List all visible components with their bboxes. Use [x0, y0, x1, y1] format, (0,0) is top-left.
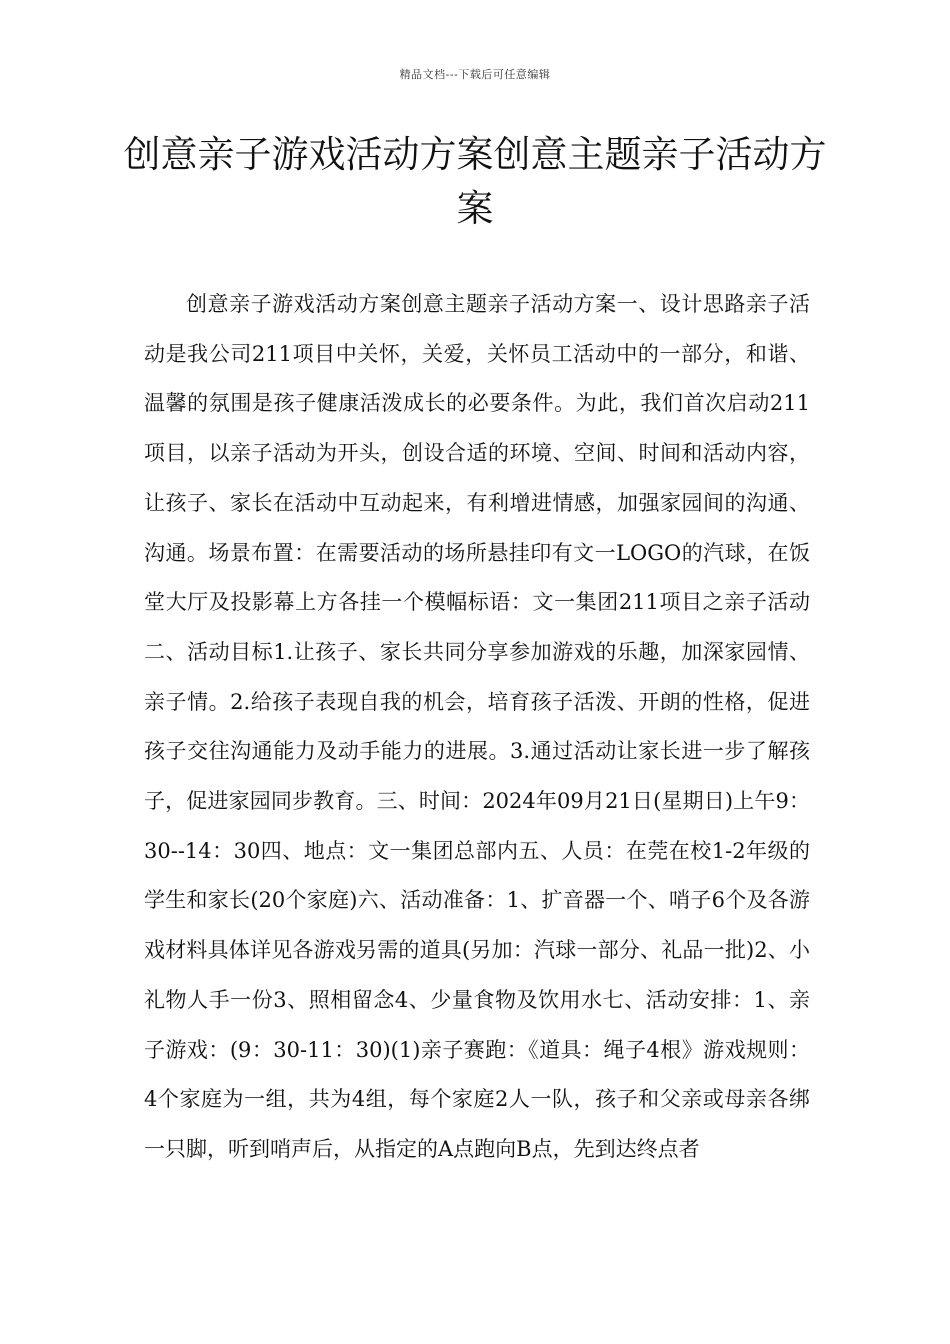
document-title: 创意亲子游戏活动方案创意主题亲子活动方案 [123, 133, 827, 230]
document-body-paragraph: 创意亲子游戏活动方案创意主题亲子活动方案一、设计思路亲子活动是我公司211项目中关怀，关爱，关怀员工活动中的一部分，和谐、温馨的氛围是孩子健康活泼成长的必要条件。为此，我们首次启动211项目，以亲子活动为开头，创设合适的环境、空间、时间和活动内容，让孩子、家长在活动中互动起来，有利增进情感，加强家园间的沟通、沟通。场景布置：在需要活动的场所悬挂印有文一LOGO的汽球，在饭堂大厅及投影幕上方各挂一个模幅标语：文一集团211项目之亲子活动二、活动目标1.让孩子、家长共同分享参加游戏的乐趣，加深家园情、亲子情。2.给孩子表现自我的机会，培育孩子活泼、开朗的性格，促进孩子交往沟通能力及动手能力的进展。3.通过活动让家长进一步了解孩子，促进家园同步教育。三、时间：2024年09月21日(星期日)上午9：30--14：30四、地点：文一集团总部内五、人员：在莞在校1-2年级的学生和家长(20个家庭)六、活动准备：1、扩音器一个、哨子6个及各游戏材料具体详见各游戏另需的道具(另加：汽球一部分、礼品一批)2、小礼物人手一份3、照相留念4、少量食物及饮用水七、活动安排：1、亲子游戏：(9：30-11：30)(1)亲子赛跑：《道具：绳子4根》游戏规则：4个家庭为一组，共为4组，每个家庭2人一队，孩子和父亲或母亲各绑一只脚，听到哨声后，从指定的A点跑向B点，先到达终点者 [144, 292, 810, 1161]
page-header: 精品文档---下载后可任意编辑 [399, 68, 551, 81]
